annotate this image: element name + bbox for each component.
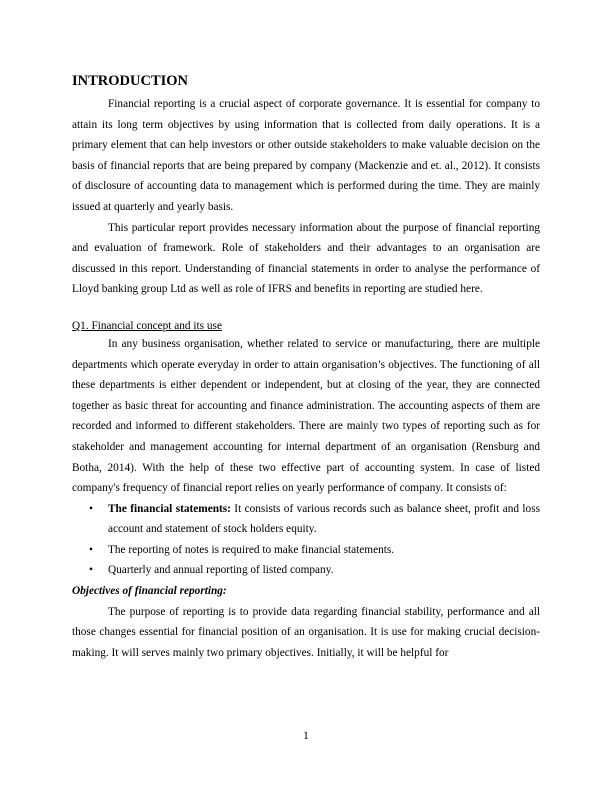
document-page [72,72,540,663]
q1-heading: Q1. Financial concept and its use [72,319,222,332]
intro-paragraph-2: This particular report provides necessary information about the purpose of financial reporting and evaluation of framework. Role of stakeholders and their advantages to an organisation are discussed in this report. Understanding of financial statements in order to analyse the performance of Lloyd banking group Ltd as well as role of IFRS and benefits in reporting are studied here. [72,221,540,296]
list-item-text: Quarterly and annual reporting of listed company. [108,564,334,577]
list-item [72,499,540,540]
list-item-text: The reporting of notes is required to make financial statements. [108,543,395,556]
objectives-paragraph-1: The purpose of reporting is to provide data regarding financial stability, performance and all those changes essential for financial position of an organisation. It is use for making crucial decision-making. It will serves mainly two primary objectives. Initially, it will be helpful for [72,605,540,659]
q1-paragraph-1: In any business organisation, whether related to service or manufacturing, there are multiple departments which operate everyday in order to attain organisation’s objectives. The functioning of all these departments is either dependent or independent, but at closing of the year, they are connected together as basic threat for accounting and finance administration. The accounting aspects of them are recorded and informed to different stakeholders. There are mainly two types of reporting such as for stakeholder and management accounting for internal department of an organisation (Rensburg and Botha, 2014). With the help of these two effective part of accounting system. In case of listed company's frequency of financial report relies on yearly performance of company. It consists of: [72,337,540,495]
list-item-bold: The financial statements: [108,502,231,515]
bullet-icon: • [89,543,93,556]
list-item [72,540,540,561]
bullet-icon: • [89,502,93,515]
objectives-heading: Objectives of financial reporting: [72,585,227,598]
list-item [72,560,540,581]
intro-paragraph-1: Financial reporting is a crucial aspect of corporate governance. It is essential for company to attain its long term objectives by using information that is collected from daily operations. It is a primary element that can help investors or other outside stakeholders to make valuable decision on the basis of financial reports that are being prepared by company (Mackenzie and et. al., 2012). It consists of disclosure of accounting data to management which is performed during the time. They are mainly issued at quarterly and yearly basis. [72,98,540,213]
introduction-heading: INTRODUCTION [72,73,189,89]
list-item-text: It consists of various records such as balance sheet, profit and loss account and statement of stock holders equity. [108,502,540,536]
bullet-list [72,499,540,581]
page-number: 1 [303,730,309,742]
bullet-icon: • [89,564,93,577]
